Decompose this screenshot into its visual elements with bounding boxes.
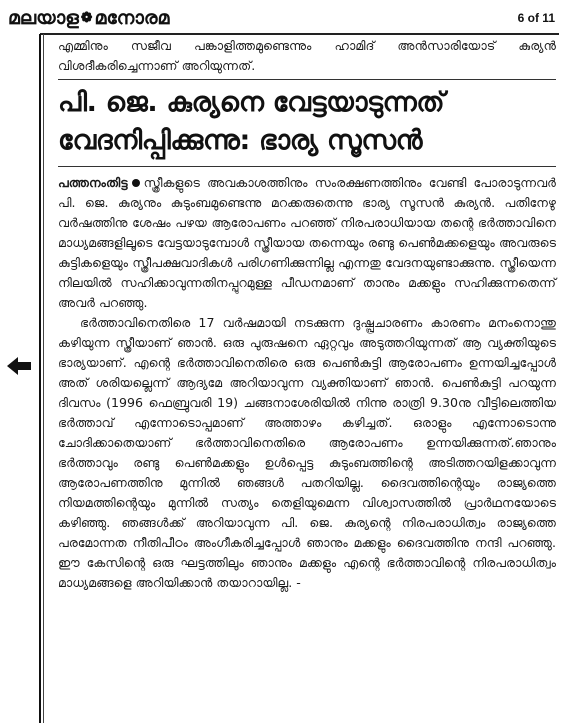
top-divider — [40, 33, 559, 35]
lead-paragraph: എമ്മിനും സജീവ പങ്കാളിത്തമുണ്ടെന്നും ഹാമിദ് അൻസാരിയോട് കുര്യൻ വിശദീകരിച്ചെന്നാണ് അറിയുന്നത്. — [58, 38, 556, 73]
paragraph-1-text: സ്ത്രീകളുടെ അവകാശത്തിനും സംരക്ഷണത്തിനും വേണ്ടി പോരാടുന്നവർ പി. ജെ. കുര്യനും കുടുംബമുണ്ടെന്നു മറക്കരുതെന്നു ഭാര്യ സൂസൻ കുര്യൻ. പതിനേഴു വർഷത്തിനു ശേഷം പഴയ ആരോപണം പറഞ്ഞ് നിരപരാധിയായ തന്റെ ഭർത്താവിനെ മാധ്യമങ്ങളിലൂടെ വേട്ടയാടുമ്പോൾ സ്ത്രീയായ തന്നെയും രണ്ടു പെൺമക്കളെയും അവരുടെ കുട്ടികളെയും സ്ത്രീപക്ഷവാദികൾ പരിഗണിക്കുന്നില്ല എന്നതു വേദനയുണ്ടാക്കുന്നു. സ്ത്രീയെന്ന നിലയിൽ സഹിക്കാവുന്നതിനപ്പുറമുള്ള പീഡനമാണ് താനും മക്കളും സഹിക്കുന്നതെന്ന് അവർ പറഞ്ഞു. — [58, 175, 556, 310]
left-border-inner — [43, 34, 44, 723]
arrow-left-icon — [7, 357, 31, 375]
headline-top-rule — [58, 79, 556, 80]
newspaper-logo — [8, 7, 169, 29]
article-headline: പി. ജെ. കുര്യനെ വേട്ടയാടുന്നത് വേദനിപ്പിക്കുന്നു: ഭാര്യ സൂസൻ — [58, 87, 445, 156]
previous-page-button[interactable] — [6, 355, 32, 377]
logo-emblem-icon: ❁ — [80, 10, 93, 26]
logo-text-left: മലയാള — [8, 7, 79, 29]
body-paragraph-1 — [58, 173, 556, 313]
headline-bottom-rule — [58, 166, 556, 167]
body-paragraph-2: ഭർത്താവിനെതിരെ 17 വർഷമായി നടക്കുന്ന ദുഷ്പ്രചാരണം കാരണം മനംനൊന്തു കഴിയുന്ന സ്ത്രീയാണ് ഞാൻ. ഒരു പുരുഷനെ ഏറ്റവും അടുത്തറിയുന്നത് ആ വ്യക്തിയുടെ ഭാര്യയാണ്. എന്റെ ഭർത്താവിനെതിരെ ഒരു പെൺകുട്ടി ആരോപണം ഉന്നയിച്ചപ്പോൾ അത് ശരിയല്ലെന്ന് ആദ്യമേ അറിയാവുന്ന വ്യക്തിയാണ് ഞാൻ. പെൺകുട്ടി പറയുന്ന ദിവസം (1996 ഫെബ്രുവരി 19) ചങ്ങനാശേരിയിൽ നിന്നു രാത്രി 9.30നു വീട്ടിലെത്തിയ ഭർത്താവ് എന്നോടൊപ്പമാണ് അത്താഴം കഴിച്ചത്. ഒരാളും എന്നോടൊന്നു ചോദിക്കാതെയാണ് ഭർത്താവിനെതിരെ ആരോപണം ഉന്നയിക്കുന്നത്.ഞാനും ഭർത്താവും രണ്ടു പെൺമക്കളും ഉൾപ്പെട്ട കുടുംബത്തിന്റെ അടിത്തറയിളക്കാവുന്ന ആരോപണത്തിനു മുന്നിൽ ഞങ്ങൾ പതറിയില്ല. ദൈവത്തിന്റെയും രാജ്യത്തെ നിയമത്തിന്റെയും മുന്നിൽ സത്യം തെളിയുമെന്ന വിശ്വാസത്തിൽ പ്രാർഥനയോടെ കഴിഞ്ഞു. ഞങ്ങൾക്ക് അറിയാവുന്ന പി. ജെ. കുര്യന്റെ നിരപരാധിത്വം രാജ്യത്തെ പരമോന്നത നീതിപീഠം അംഗീകരിച്ചപ്പോൾ ഞാനും മക്കളും ദൈവത്തിനു നന്ദി പറഞ്ഞു. ഈ കേസിന്റെ ഒരു ഘട്ടത്തിലും ഞാനും മക്കളും എന്റെ ഭർത്താവിന്റെ നിരപരാധിത്വം മാധ്യമങ്ങളെ അറിയിക്കാൻ തയാറായില്ല. - — [58, 315, 556, 590]
article — [58, 36, 556, 593]
logo-text-right: മനോരമ — [94, 7, 170, 29]
dateline: പത്തനംതിട്ട — [58, 175, 128, 190]
masthead — [8, 4, 559, 32]
bullet-icon — [132, 179, 140, 187]
left-border — [39, 34, 41, 723]
page-indicator: 6 of 11 — [517, 11, 555, 25]
